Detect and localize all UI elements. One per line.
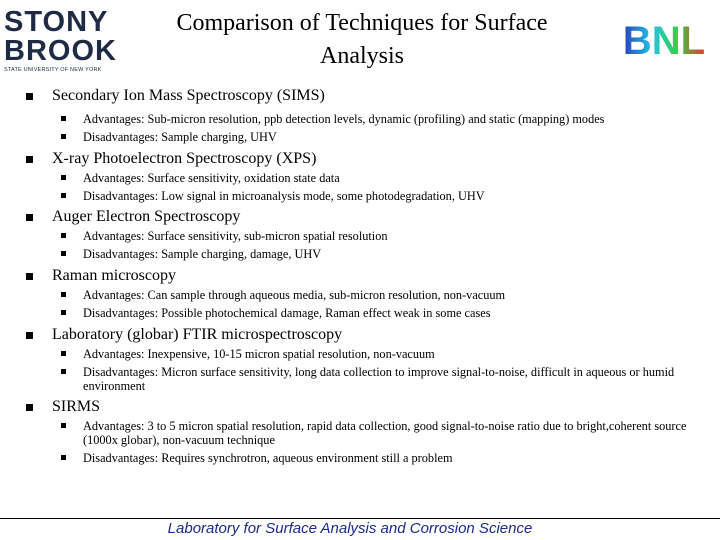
- list-item: Advantages: Inexpensive, 10-15 micron spatial resolution, non-vacuum: [83, 347, 696, 361]
- list-item: Disadvantages: Micron surface sensitivity, long data collection to improve signal-to-noise, difficult in aqueous or humid environment: [83, 365, 696, 393]
- list-item: Advantages: Sub-micron resolution, ppb detection levels, dynamic (profiling) and static (mapping) modes: [83, 112, 696, 126]
- bullet-icon: [61, 423, 66, 428]
- title-line-2: Analysis: [320, 43, 404, 69]
- bullet-icon: [61, 175, 66, 180]
- list-item: Disadvantages: Sample charging, UHV: [83, 130, 696, 144]
- bullet-icon: [61, 233, 66, 238]
- list-item: Advantages: Surface sensitivity, sub-micron spatial resolution: [83, 229, 696, 243]
- section-sims: [26, 86, 706, 106]
- bullet-icon: [61, 116, 66, 121]
- bullet-icon: [61, 369, 66, 374]
- bnl-logo: [612, 18, 716, 60]
- section-heading: Secondary Ion Mass Spectroscopy (SIMS): [52, 87, 325, 104]
- bullet-icon: [61, 251, 66, 256]
- footer-text: Laboratory for Surface Analysis and Corrosion Science: [167, 520, 533, 537]
- list-item: Disadvantages: Possible photochemical damage, Raman effect weak in some cases: [83, 306, 696, 320]
- bullet-icon: [61, 351, 66, 356]
- section-heading: SIRMS: [52, 398, 101, 415]
- list-item: Disadvantages: Requires synchrotron, aqueous environment still a problem: [83, 451, 696, 465]
- section-ftir: [26, 325, 706, 345]
- section-sirms: [26, 397, 706, 417]
- slide-title: [112, 7, 612, 73]
- list-item: Advantages: Surface sensitivity, oxidation state data: [83, 171, 696, 185]
- bullet-icon: [61, 134, 66, 139]
- section-heading: Laboratory (globar) FTIR microspectroscopy: [52, 326, 343, 343]
- bullet-list: [26, 86, 706, 465]
- section-raman: [26, 266, 706, 286]
- bullet-icon: [61, 193, 66, 198]
- stony-brook-logo: [4, 6, 117, 74]
- list-item: Disadvantages: Low signal in microanalysis mode, some photodegradation, UHV: [83, 189, 696, 203]
- title-line-1: Comparison of Techniques for Surface: [176, 10, 548, 36]
- list-item: Disadvantages: Sample charging, damage, UHV: [83, 247, 696, 261]
- bullet-icon: [26, 156, 33, 163]
- bullet-icon: [61, 292, 66, 297]
- list-item: Advantages: Can sample through aqueous media, sub-micron resolution, non-vacuum: [83, 288, 696, 302]
- bullet-icon: [26, 273, 33, 280]
- section-heading: Raman microscopy: [52, 267, 176, 284]
- logo-line-2: BROOK: [4, 35, 117, 67]
- section-heading: Auger Electron Spectroscopy: [52, 208, 241, 225]
- bullet-icon: [26, 332, 33, 339]
- section-auger: [26, 207, 706, 227]
- bullet-icon: [61, 455, 66, 460]
- section-xps: [26, 149, 706, 169]
- bullet-icon: [61, 310, 66, 315]
- bullet-icon: [26, 93, 33, 100]
- section-heading: X-ray Photoelectron Spectroscopy (XPS): [52, 150, 317, 167]
- logo-tagline: STATE UNIVERSITY OF NEW YORK: [4, 67, 102, 73]
- bnl-logo-text: BNL: [622, 19, 706, 60]
- logo-line-1: STONY: [4, 6, 109, 38]
- bullet-icon: [26, 404, 33, 411]
- footer-divider: [0, 518, 720, 519]
- bullet-icon: [26, 214, 33, 221]
- list-item: Advantages: 3 to 5 micron spatial resolution, rapid data collection, good signal-to-noise ratio due to bright,coherent source (1000x globar), non-vacuum technique: [83, 419, 696, 447]
